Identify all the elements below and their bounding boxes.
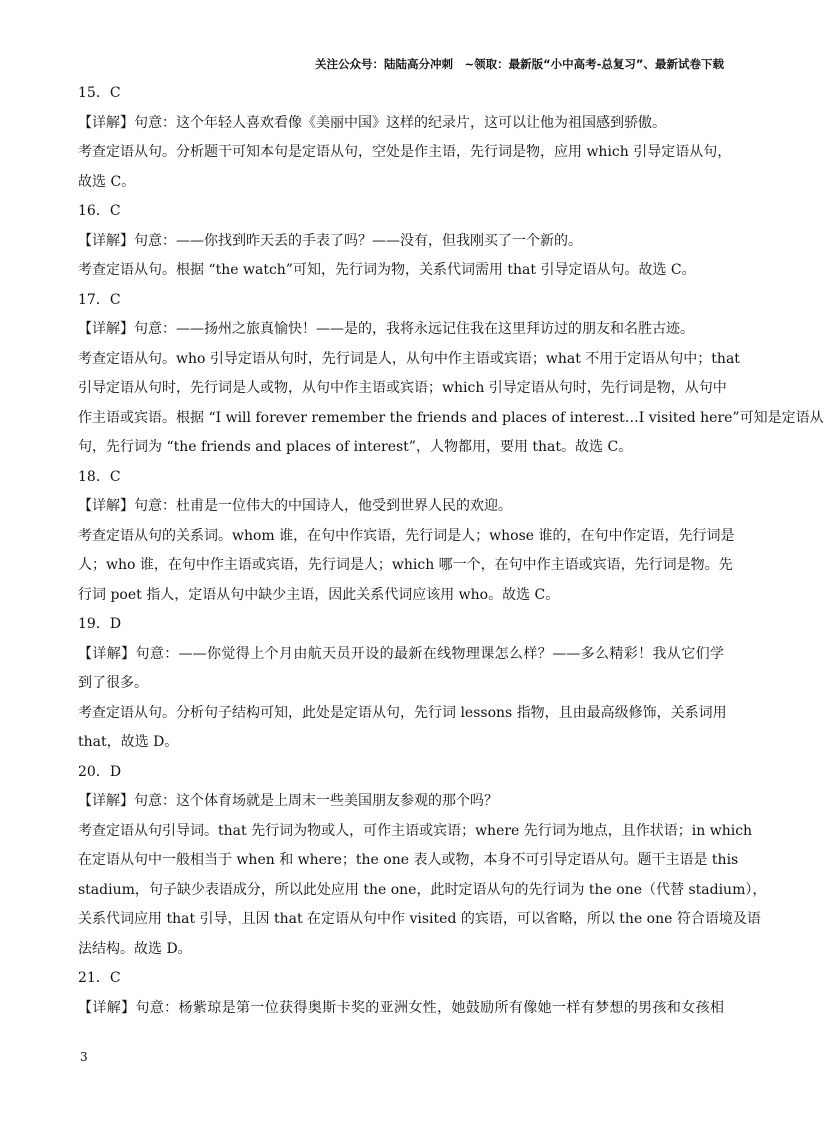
page-header: 关注公众号：陆陆高分冲刺 ~领取：最新版“小中高考-总复习”、最新试卷下载 <box>314 57 724 71</box>
text-line: stadium，句子缺少表语成分，所以此处应用 the one，此时定语从句的先行词为 the one（代替 stadium）， <box>78 881 767 898</box>
text-line: 【详解】句意：这个年轻人喜欢看像《美丽中国》这样的纪录片，这可以让他为祖国感到骄傲。 <box>78 114 666 131</box>
text-line: 考查定语从句引导词。that 先行词为物或人，可作主语或宾语；where 先行词为地点，且作状语；in which <box>78 822 753 839</box>
text-line: 人；who 谁，在句中作主语或宾语，先行词是人；which 哪一个，在句中作主语或宾语，先行词是物。先 <box>78 557 733 573</box>
document-body <box>78 79 824 1023</box>
text-line: 17．C <box>78 291 121 308</box>
text-line: 故选 C。 <box>78 173 136 190</box>
text-line: 考查定语从句。根据 “the watch”可知，先行词为物，关系代词需用 that 引导定语从句。故选 C。 <box>78 262 696 278</box>
text-line: 考查定语从句的关系词。whom 谁，在句中作宾语，先行词是人；whose 谁的，在句中作定语，先行词是 <box>78 527 735 544</box>
text-line: 【详解】句意：——扬州之旅真愉快！——是的，我将永远记住我在这里拜访过的朋友和名胜古迹。 <box>78 321 694 337</box>
text-line: 【详解】句意：杜甫是一位伟大的中国诗人，他受到世界人民的欢迎。 <box>78 498 512 514</box>
text-line: 20．D <box>78 763 122 780</box>
text-line: 引导定语从句时，先行词是人或物，从句中作主语或宾语；which 引导定语从句时，先行词是物，从句中 <box>78 380 727 396</box>
text-line: 在定语从句中一般相当于 when 和 where；the one 表人或物，本身不可引导定语从句。题干主语是 this <box>78 852 739 868</box>
text-line: 18．C <box>78 468 121 485</box>
text-line: that，故选 D。 <box>78 734 179 750</box>
text-line: 【详解】句意：——你找到昨天丢的手表了吗？——没有，但我刚买了一个新的。 <box>78 232 582 249</box>
text-line: 法结构。故选 D。 <box>78 940 192 957</box>
text-line: 21．C <box>78 970 121 986</box>
text-line: 【详解】句意：这个体育场就是上周末一些美国朋友参观的那个吗？ <box>78 793 498 809</box>
text-line: 句，先行词为 “the friends and places of interest”，人物都用，要用 that。故选 C。 <box>78 439 633 455</box>
text-line: 19．D <box>78 616 122 632</box>
text-line: 到了很多。 <box>78 675 148 691</box>
text-line: 考查定语从句。who 引导定语从句时，先行词是人，从句中作主语或宾语；what 不用于定语从句中；that <box>78 350 740 367</box>
text-line: 考查定语从句。分析句子结构可知，此处是定语从句，先行词 lessons 指物，且由最高级修饰，关系词用 <box>78 704 727 721</box>
page-number: 3 <box>80 1050 88 1064</box>
text-line: 16．C <box>78 203 121 219</box>
text-line: 关系代词应用 that 引导，且因 that 在定语从句中作 visited 的宾语，可以省略，所以 the one 符合语境及语 <box>78 911 761 927</box>
text-line: 行词 poet 指人，定语从句中缺少主语，因此关系代词应该用 who。故选 C。 <box>78 586 560 603</box>
text-line: 考查定语从句。分析题干可知本句是定语从句，空处是作主语，先行词是物，应用 which 引导定语从句， <box>78 144 732 160</box>
text-line: 15．C <box>78 85 121 101</box>
text-line: 【详解】句意：杨紫琼是第一位获得奥斯卡奖的亚洲女性，她鼓励所有像她一样有梦想的男孩和女孩相 <box>78 999 724 1016</box>
text-line: 【详解】句意：——你觉得上个月由航天员开设的最新在线物理课怎么样？——多么精彩！我从它们学 <box>78 645 724 662</box>
text-line: 作主语或宾语。根据 “I will forever remember the friends and places of interest…I visited here”可知是定语从 <box>78 409 824 426</box>
